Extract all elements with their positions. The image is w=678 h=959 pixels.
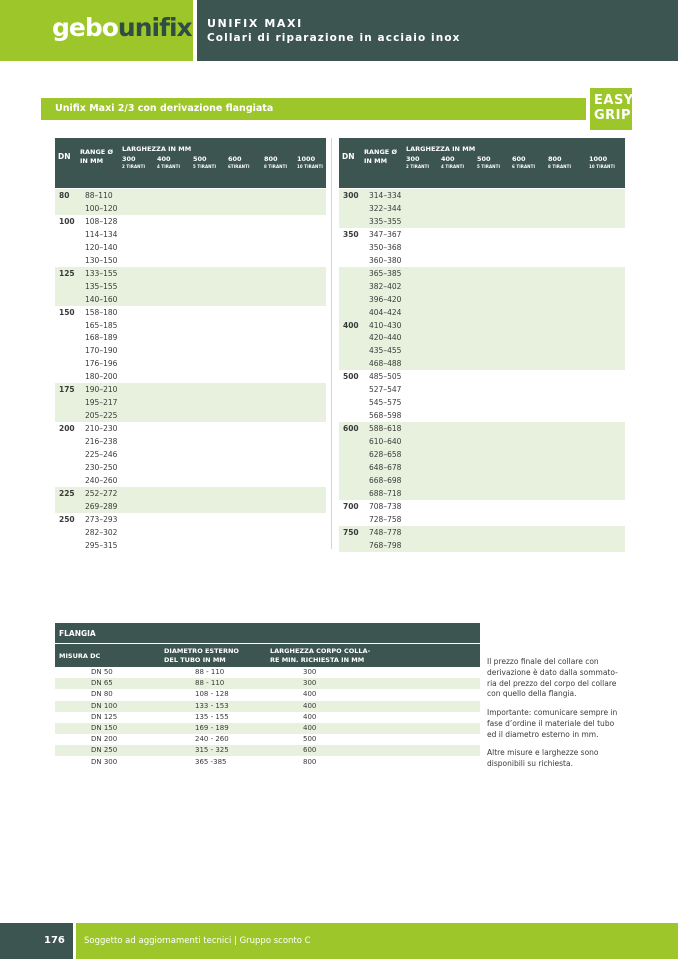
table-row [55, 448, 326, 461]
row-range: 688–718 [369, 488, 402, 498]
table-row [339, 539, 625, 552]
col-width-1000: 1000 [297, 155, 316, 163]
row-range: 648–678 [369, 462, 402, 472]
col-larghezza-corpo [270, 647, 370, 665]
col-tiranti-4: 4 TIRANTI [441, 164, 465, 169]
table-row [55, 344, 326, 357]
row-range: 269–289 [85, 501, 118, 511]
flange-row [55, 757, 480, 768]
table-row [339, 461, 625, 474]
row-range: 195–217 [85, 398, 118, 408]
row-dn: 750 [343, 527, 359, 537]
flange-table-title: FLANGIA [55, 623, 480, 643]
logo-gebo: gebo [52, 13, 118, 42]
flange-dn: DN 65 [91, 679, 113, 688]
table-row [339, 215, 625, 228]
flange-diameter: 108 - 128 [195, 690, 229, 699]
table-row [55, 422, 326, 435]
row-range: 382–402 [369, 281, 402, 291]
row-range: 230–250 [85, 462, 118, 472]
row-range: 176–196 [85, 359, 118, 369]
flange-dn: DN 125 [91, 712, 118, 721]
table-row [339, 370, 625, 383]
row-dn: 225 [59, 488, 75, 498]
flange-diameter: 365 -385 [195, 757, 227, 766]
flange-dn: DN 300 [91, 757, 118, 766]
flange-row [55, 712, 480, 723]
flange-dn: DN 80 [91, 690, 113, 699]
row-range: 410–430 [369, 320, 402, 330]
row-range: 180–200 [85, 372, 118, 382]
col-tiranti-5: 5 TIRANTI [477, 164, 501, 169]
flange-width: 400 [303, 724, 317, 732]
note-line: derivazione è dato dalla sommato- [487, 667, 618, 677]
row-range: 468–488 [369, 359, 402, 369]
table-divider [331, 138, 332, 549]
flange-row [55, 723, 480, 734]
table-row [55, 228, 326, 241]
row-range: 527–547 [369, 385, 402, 395]
table-row [339, 254, 625, 267]
col-width-800: 800 [548, 155, 562, 163]
col-tiranti-6: 6TIRANTI [228, 164, 250, 169]
col-tiranti-8: 8 TIRANTI [548, 164, 572, 169]
row-range: 168–189 [85, 333, 118, 343]
row-range: 708–738 [369, 501, 402, 511]
note-line: ria del prezzo del corpo del collare [487, 678, 617, 688]
table-row [339, 383, 625, 396]
row-range: 130–150 [85, 255, 118, 265]
row-range: 628–658 [369, 450, 402, 459]
table-row [339, 344, 625, 357]
table-row [339, 474, 625, 487]
flange-dn: DN 250 [91, 746, 118, 755]
row-dn: 350 [343, 229, 359, 239]
col-diametro [164, 647, 239, 665]
table-row [339, 435, 625, 448]
row-range: 610–640 [369, 437, 402, 447]
table-row [55, 526, 326, 539]
flange-dn: DN 50 [91, 668, 113, 676]
flange-width: 400 [303, 690, 317, 699]
col-larghezza: LARGHEZZA IN MM [122, 145, 192, 153]
row-dn: 700 [343, 501, 359, 511]
table-row [339, 267, 625, 280]
row-range: 140–160 [85, 294, 118, 304]
note-line: con quello della flangia. [487, 689, 577, 699]
flange-dn: DN 150 [91, 724, 118, 732]
col-range [364, 148, 397, 166]
note-line: disponibili su richiesta. [487, 758, 573, 768]
col-width-400: 400 [441, 155, 455, 163]
table-row [55, 319, 326, 332]
table-row [339, 280, 625, 293]
col-dn: DN [342, 152, 355, 161]
row-dn: 100 [59, 216, 75, 226]
row-range: 273–293 [85, 514, 118, 524]
col-width-300: 300 [122, 155, 136, 163]
table-row [55, 435, 326, 448]
flange-width: 400 [303, 712, 317, 721]
flange-diameter: 240 - 260 [195, 735, 229, 744]
col-diametro-line2: DEL TUBO IN MM [164, 656, 226, 664]
row-dn: 175 [59, 385, 75, 395]
col-tiranti-4: 4 TIRANTI [157, 164, 181, 169]
row-dn: 150 [59, 307, 75, 317]
flange-width: 500 [303, 735, 317, 744]
col-width-500: 500 [193, 155, 207, 163]
table-row [55, 241, 326, 254]
flange-row [55, 734, 480, 745]
flange-row [55, 689, 480, 700]
col-tiranti-2: 2 TIRANTI [122, 164, 146, 169]
logo-unifix: unifix [117, 13, 192, 42]
row-range: 365–385 [369, 268, 402, 278]
table-row [339, 409, 625, 422]
row-dn: 400 [343, 320, 359, 330]
col-tiranti-6: 6 TIRANTI [512, 164, 536, 169]
flange-width: 300 [303, 679, 317, 688]
badge-line-easy: EASY [594, 93, 634, 108]
easy-grip-badge [590, 88, 632, 130]
page-number: 176 [0, 923, 73, 959]
note-line: Altre misure e larghezze sono [487, 748, 599, 757]
note-important [487, 708, 637, 740]
table-row [339, 202, 625, 215]
flange-row [55, 701, 480, 712]
table-row [55, 215, 326, 228]
row-dn: 80 [59, 191, 70, 200]
col-dn: DN [58, 152, 71, 161]
gebo-logo [52, 13, 192, 42]
row-range: 295–315 [85, 540, 118, 550]
col-tiranti-10: 10 TIRANTI [297, 164, 323, 169]
row-dn: 125 [59, 268, 75, 278]
row-range: 347–367 [369, 229, 402, 239]
row-range: 768–798 [369, 540, 402, 550]
col-width-800: 800 [264, 155, 278, 163]
flange-row [55, 667, 480, 678]
col-tiranti-8: 8 TIRANTI [264, 164, 288, 169]
table-row [55, 513, 326, 526]
table-row [55, 267, 326, 280]
row-dn: 500 [343, 372, 359, 382]
flange-diameter: 169 - 189 [195, 724, 229, 732]
table-row [339, 526, 625, 539]
flange-diameter: 315 - 325 [195, 746, 229, 755]
flange-diameter: 133 - 153 [195, 701, 229, 710]
row-range: 545–575 [369, 398, 402, 408]
row-range: 588–618 [369, 424, 402, 434]
row-range: 100–120 [85, 203, 118, 213]
col-tiranti-2: 2 TIRANTI [406, 164, 430, 169]
flange-diameter: 135 - 155 [195, 712, 229, 721]
col-larghezza-line2: RE MIN. RICHIESTA IN MM [270, 656, 365, 664]
row-dn: 250 [59, 514, 75, 524]
table-row [55, 202, 326, 215]
row-range: 216–238 [85, 437, 118, 447]
table-row [55, 500, 326, 513]
row-range: 88–110 [85, 191, 113, 200]
row-range: 396–420 [369, 294, 402, 304]
flange-row [55, 745, 480, 756]
table-row [55, 189, 326, 202]
row-range: 322–344 [369, 203, 402, 213]
table-row [55, 280, 326, 293]
flange-table-header [55, 644, 480, 667]
col-width-1000: 1000 [589, 155, 608, 163]
col-range-line1: RANGE Ø [364, 148, 398, 156]
col-width-300: 300 [406, 155, 420, 163]
note-price [487, 657, 637, 700]
table-row [55, 474, 326, 487]
flange-row [55, 678, 480, 689]
page-subtitle: Collari di riparazione in acciaio inox [207, 32, 461, 44]
col-range-line2: IN MM [364, 157, 388, 165]
row-range: 205–225 [85, 411, 118, 421]
row-range: 165–185 [85, 320, 118, 330]
row-range: 420–440 [369, 333, 402, 343]
row-range: 314–334 [369, 191, 402, 200]
table-row [339, 513, 625, 526]
row-range: 335–355 [369, 216, 402, 226]
row-range: 668–698 [369, 475, 402, 485]
flange-width: 400 [303, 701, 317, 710]
note-line: ed il diametro esterno in mm. [487, 729, 599, 739]
row-range: 282–302 [85, 527, 118, 537]
row-range: 120–140 [85, 242, 118, 252]
note-line: Il prezzo finale del collare con [487, 657, 599, 666]
row-range: 114–134 [85, 229, 118, 239]
col-tiranti-10: 10 TIRANTI [589, 164, 615, 169]
table-row [55, 396, 326, 409]
flange-diameter: 88 - 110 [195, 679, 225, 688]
table-row [339, 319, 625, 332]
header-title-bar [197, 0, 678, 61]
table-row [55, 254, 326, 267]
row-range: 190–210 [85, 385, 118, 395]
col-tiranti-5: 5 TIRANTI [193, 164, 217, 169]
row-range: 133–155 [85, 268, 118, 278]
note-line: Importante: comunicare sempre in [487, 708, 618, 717]
row-dn: 300 [343, 191, 359, 200]
note-line: fase d’ordine il materiale del tubo [487, 718, 615, 728]
flange-width: 600 [303, 746, 317, 755]
row-range: 360–380 [369, 255, 402, 265]
table-row [55, 409, 326, 422]
table-row [339, 487, 625, 500]
table-row [339, 228, 625, 241]
table-row [339, 500, 625, 513]
table-row [55, 370, 326, 383]
flange-width: 800 [303, 757, 317, 766]
table-row [339, 422, 625, 435]
footer-text: Soggetto ad aggiornamenti tecnici | Gruppo sconto C [76, 923, 678, 959]
table-row [55, 331, 326, 344]
table-row [339, 396, 625, 409]
table-row [55, 383, 326, 396]
row-range: 240–260 [85, 475, 118, 485]
row-range: 435–455 [369, 346, 402, 356]
page-title: UNIFIX MAXI [207, 17, 303, 30]
col-larghezza-line1: LARGHEZZA CORPO COLLA- [270, 647, 371, 655]
col-diametro-line1: DIAMETRO ESTERNO [164, 647, 239, 655]
row-range: 170–190 [85, 346, 118, 356]
row-range: 568–598 [369, 411, 402, 421]
col-larghezza: LARGHEZZA IN MM [406, 145, 476, 153]
row-range: 485–505 [369, 372, 402, 382]
table-row [55, 487, 326, 500]
row-dn: 600 [343, 424, 359, 434]
table-row [339, 331, 625, 344]
table-row [55, 539, 326, 552]
table-row [55, 306, 326, 319]
col-width-400: 400 [157, 155, 171, 163]
table-row [55, 461, 326, 474]
table-row [339, 357, 625, 370]
table-row [55, 357, 326, 370]
table-row [339, 306, 625, 319]
col-misura-dc: MISURA DC [59, 652, 101, 660]
col-range-line2: IN MM [80, 157, 104, 165]
table-row [55, 293, 326, 306]
row-range: 210–230 [85, 424, 118, 434]
right-table-header [339, 138, 625, 188]
col-range-line1: RANGE Ø [80, 148, 114, 156]
row-range: 135–155 [85, 281, 118, 291]
row-range: 158–180 [85, 307, 118, 317]
left-table-header [55, 138, 326, 188]
table-row [339, 189, 625, 202]
col-width-600: 600 [228, 155, 242, 163]
row-range: 748–778 [369, 527, 402, 537]
section-title: Unifix Maxi 2/3 con derivazione flangiata [41, 98, 586, 120]
note-availability [487, 748, 637, 770]
row-range: 728–758 [369, 514, 402, 524]
flange-dn: DN 100 [91, 701, 118, 710]
row-range: 350–368 [369, 242, 402, 252]
row-range: 225–246 [85, 450, 118, 459]
flange-diameter: 88 - 110 [195, 668, 225, 676]
row-range: 252–272 [85, 488, 118, 498]
badge-line-grip: GRIP [594, 108, 632, 123]
table-row [339, 293, 625, 306]
table-row [339, 448, 625, 461]
col-width-500: 500 [477, 155, 491, 163]
flange-dn: DN 200 [91, 735, 118, 744]
col-width-600: 600 [512, 155, 526, 163]
row-range: 404–424 [369, 307, 402, 317]
row-range: 108–128 [85, 216, 118, 226]
table-row [339, 241, 625, 254]
row-dn: 200 [59, 424, 75, 434]
flange-width: 300 [303, 668, 317, 676]
col-range [80, 148, 113, 166]
